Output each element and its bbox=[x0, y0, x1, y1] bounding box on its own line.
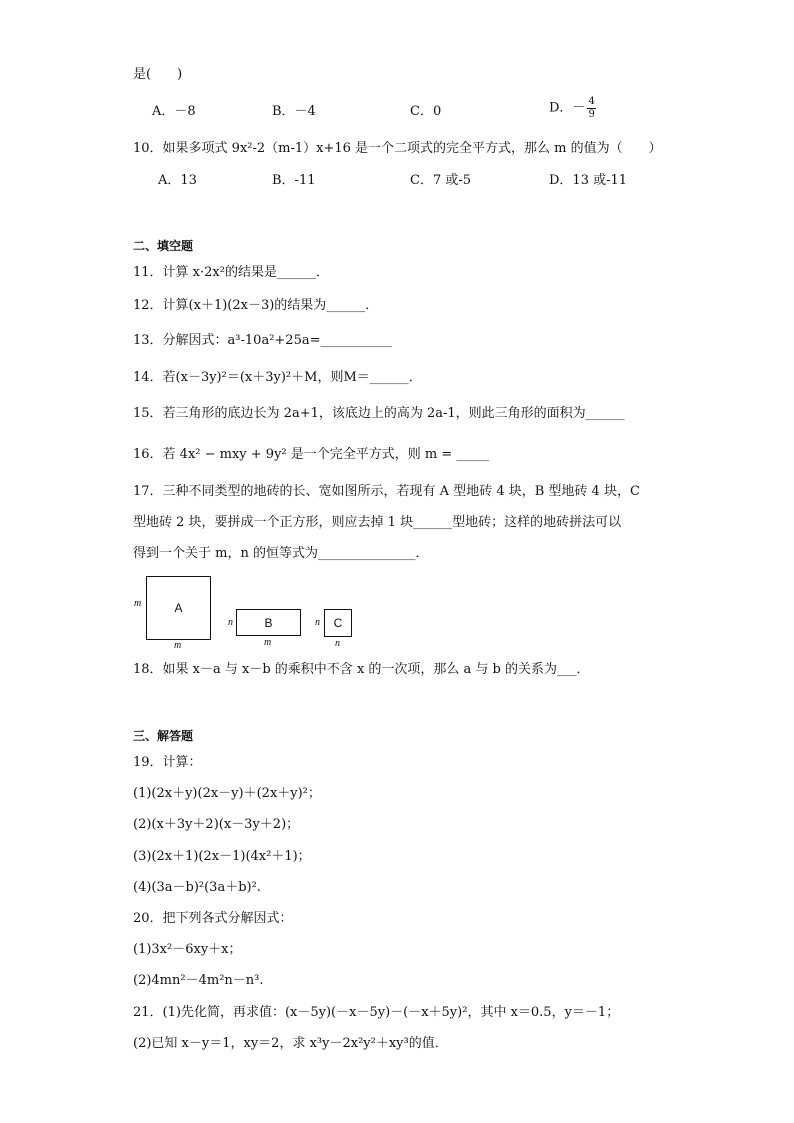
q9-option-c: C．0 bbox=[410, 104, 442, 119]
q9-option-d-fraction bbox=[587, 96, 595, 121]
q18-text: 18．如果 x－a 与 x－b 的乘积中不含 x 的一次项，那么 a 与 b 的关系为___． bbox=[133, 662, 590, 677]
fraction-numerator: 4 bbox=[588, 96, 595, 107]
q19-part4: (4)(3a－b)²(3a＋b)². bbox=[133, 880, 261, 895]
q12-text: 12．计算(x＋1)(2x－3)的结果为______． bbox=[133, 298, 379, 313]
q17-line3: 得到一个关于 m，n 的恒等式为_______________． bbox=[133, 546, 429, 561]
q11-text: 11．计算 x·2x²的结果是______． bbox=[133, 265, 329, 280]
tile-a-side-label: m bbox=[134, 598, 142, 609]
q10-text: 10．如果多项式 9x²-2（m-1）x+16 是一个二项式的完全平方式，那么 m 的值为（ ） bbox=[133, 141, 662, 156]
q20-part2: (2)4mn²－4m²n－n³. bbox=[133, 973, 264, 988]
q9-tail: 是( ) bbox=[133, 67, 183, 82]
q9-option-d bbox=[549, 96, 596, 121]
section-fill-title: 二、填空题 bbox=[133, 239, 194, 253]
q9-option-a: A．－8 bbox=[152, 104, 196, 119]
q9-option-d-prefix: D．－ bbox=[549, 100, 586, 116]
q13-text: 13．分解因式：a³-10a²+25a=___________ bbox=[133, 333, 392, 348]
tile-c-bottom-label: n bbox=[335, 638, 340, 649]
q20-text: 20．把下列各式分解因式： bbox=[133, 911, 293, 926]
tile-a: A bbox=[146, 576, 211, 640]
q19-text: 19．计算： bbox=[133, 755, 202, 770]
q15-text: 15．若三角形的底边长为 2a+1，该底边上的高为 2a-1，则此三角形的面积为______ bbox=[133, 406, 625, 421]
q14-text: 14．若(x－3y)²＝(x＋3y)²＋M，则M＝______． bbox=[133, 370, 422, 385]
q19-part3: (3)(2x＋1)(2x－1)(4x²＋1)； bbox=[133, 849, 311, 864]
tile-b-side-label: n bbox=[228, 617, 233, 628]
q20-part1: (1)3x²－6xy＋x； bbox=[133, 942, 242, 957]
tile-a-bottom-label: m bbox=[174, 640, 182, 651]
tile-c-side-label: n bbox=[315, 617, 320, 628]
q21-part1: 21．(1)先化简，再求值：(x－5y)(－x－5y)－(－x＋5y)²，其中 x＝0.5，y＝－1； bbox=[133, 1005, 620, 1020]
tile-c: C bbox=[324, 609, 352, 637]
tile-b-bottom-label: m bbox=[264, 637, 272, 648]
q10-option-c: C．7 或-5 bbox=[410, 173, 472, 188]
tile-b: B bbox=[236, 609, 301, 636]
q10-option-b: B．-11 bbox=[272, 173, 316, 188]
fraction-denominator: 9 bbox=[588, 109, 595, 120]
q17-line1: 17．三种不同类型的地砖的长、宽如图所示，若现有 A 型地砖 4 块，B 型地砖 4 块，C bbox=[133, 484, 640, 499]
q9-option-b: B．－4 bbox=[272, 104, 316, 119]
q21-part2: (2)已知 x－y＝1，xy＝2，求 x³y－2x²y²＋xy³的值． bbox=[133, 1036, 448, 1051]
q19-part1: (1)(2x＋y)(2x－y)＋(2x＋y)²； bbox=[133, 786, 321, 801]
q17-line2: 型地砖 2 块，要拼成一个正方形，则应去掉 1 块______型地砖；这样的地砖拼法可以 bbox=[133, 515, 622, 530]
q10-option-a: A．13 bbox=[158, 173, 197, 188]
q19-part2: (2)(x＋3y＋2)(x－3y＋2)； bbox=[133, 817, 300, 832]
q16-text: 16．若 4x² − mxy + 9y² 是一个完全平方式，则 m = _____ bbox=[133, 447, 489, 462]
section-solve-title: 三、解答题 bbox=[133, 729, 194, 743]
q10-option-d: D．13 或-11 bbox=[549, 173, 628, 188]
